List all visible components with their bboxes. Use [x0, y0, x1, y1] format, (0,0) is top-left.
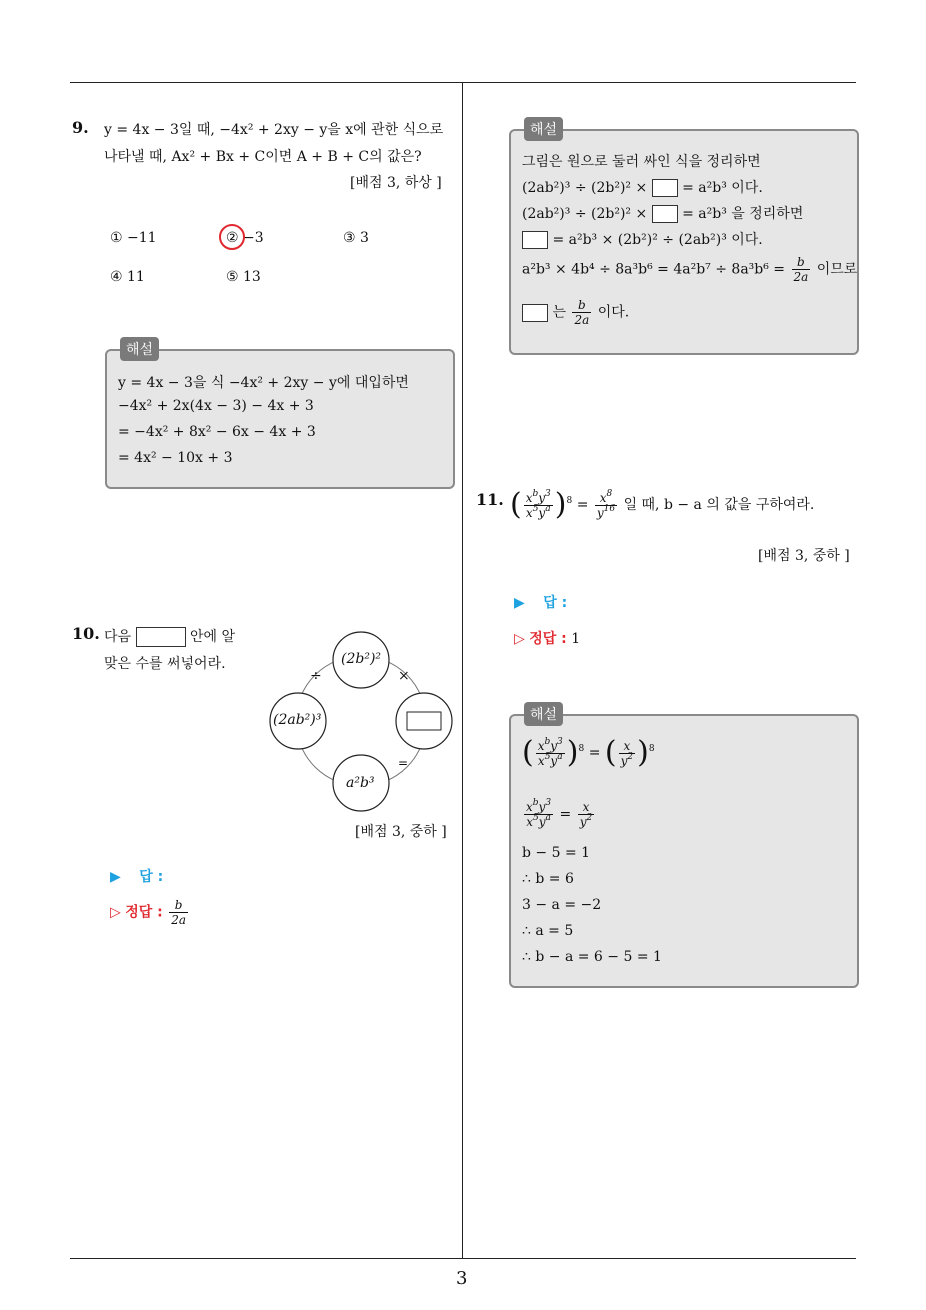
answer-arrow-icon: ▶ [110, 869, 121, 885]
right-paren: ) [637, 735, 649, 770]
q11-answer-row [514, 592, 567, 612]
q11-correct-label: 정답 : [529, 631, 567, 647]
q10-sol-blank [652, 205, 678, 223]
q10-sol-line5 [522, 255, 857, 284]
q10-sol-line5a: a²b³ × 4b⁴ ÷ 8a³b⁶ = 4a²b⁷ ÷ 8a³b⁶ = [522, 261, 786, 278]
q10-sol-line3a: (2ab²)³ ÷ (2b²)² × [522, 206, 648, 222]
q10-correct-label: 정답 : [125, 904, 163, 921]
q10-text-b: 안에 알 [189, 629, 235, 645]
q9-choice-3[interactable]: ③ 3 [343, 230, 369, 246]
q10-text-a: 다음 [104, 629, 132, 645]
q11-sol-line: ∴ b = 6 [522, 871, 574, 887]
q10-sol-line6-fraction [572, 298, 591, 327]
q11-correct-value: 1 [571, 631, 581, 647]
question-9-line1: y = 4x − 3일 때, −4x² + 2xy − y을 x에 관한 식으로 [104, 122, 444, 138]
left-paren: ( [522, 735, 534, 770]
q9-solution-line: y = 4x − 3을 식 −4x² + 2xy − y에 대입하면 [118, 375, 409, 391]
footer-rule [70, 1258, 856, 1259]
q10-sol-line6a: 는 [552, 304, 566, 321]
q10-answer-row [110, 866, 163, 886]
q10-sol-line3 [522, 203, 803, 223]
q9-solution-tab: 해설 [120, 337, 159, 361]
q10-correct-numerator: b [169, 898, 188, 913]
q10-sol-blank [652, 179, 678, 197]
q9-solution-box [105, 349, 455, 489]
q11-sol-fraction: $\frac{x^by^3}{x^5y^a}$ [526, 798, 552, 829]
question-10-number: 10. [72, 624, 100, 643]
column-divider [462, 83, 463, 1258]
q10-sol-line2b: = a²b³ 이다. [682, 180, 763, 196]
diagram-op-equals: = [398, 756, 409, 770]
q11-correct-row [514, 628, 580, 648]
q10-answer-label: 답 : [139, 869, 164, 885]
q9-selected-circle [219, 224, 245, 250]
header-rule [70, 82, 856, 83]
q10-correct-fraction [169, 898, 188, 927]
question-11-score: [배점 3, 중하 ] [758, 548, 850, 564]
question-10-line1 [104, 626, 235, 647]
q10-sol-line6b: 이다. [597, 304, 630, 321]
q9-solution-line: = 4x² − 10x + 3 [118, 450, 233, 466]
correct-arrow-icon: ▷ [110, 904, 121, 921]
q10-sol-blank [522, 231, 548, 249]
left-paren: ( [604, 735, 617, 770]
q10-sol-line4-text: = a²b³ × (2b²)² ÷ (2ab²)³ 이다. [552, 232, 763, 248]
q11-answer-label: 답 : [543, 595, 568, 611]
q10-sol-denominator: 2a [574, 313, 590, 327]
diagram-top-label: (2b²)² [341, 651, 382, 667]
q10-sol-numerator: b [792, 255, 811, 270]
diagram-bottom-label: a²b³ [346, 775, 375, 791]
q11-sol-eq2: $\frac{x^by^3}{x^5y^a}$ = $\frac{x}{y^2}$ [526, 798, 593, 829]
answer-arrow-icon: ▶ [514, 595, 525, 611]
q10-sol-line2a: (2ab²)³ ÷ (2b²)² × [522, 180, 648, 196]
right-paren: ) [554, 487, 567, 522]
q10-sol-blank [522, 304, 548, 322]
diagram-op-divide: ÷ [310, 668, 322, 684]
q11-fraction-xy: $\frac{x^by^3}{x^5y^a}$ [525, 488, 551, 520]
q10-blank-box [136, 627, 186, 647]
q11-fraction-result: $\frac{x^8}{y^{16}}$ [596, 488, 616, 520]
q11-sol-fraction: $\frac{x}{y^2}$ [620, 738, 634, 768]
question-9-score: [배점 3, 하상 ] [350, 175, 442, 191]
question-11-text: 일 때, b − a 의 값을 구하여라. [623, 497, 815, 513]
q9-choice-5[interactable]: ⑤ 13 [226, 269, 261, 285]
q9-choice-4[interactable]: ④ 11 [110, 269, 145, 285]
q10-sol-line6 [522, 298, 629, 327]
q11-sol-line: ∴ a = 5 [522, 923, 574, 939]
q11-sol-line: b − 5 = 1 [522, 845, 591, 861]
q10-sol-line5b: 이므로 [816, 261, 858, 278]
question-10-score: [배점 3, 중하 ] [355, 824, 447, 840]
question-9-number: 9. [72, 118, 89, 137]
page-number: 3 [456, 1268, 468, 1289]
q10-solution-tab: 해설 [524, 117, 563, 141]
question-10-line2: 맞은 수를 써넣어라. [104, 656, 226, 672]
diagram-op-multiply: × [398, 668, 410, 684]
question-11-line1: ( $\frac{x^by^3}{x^5y^a}$ )$^8$ = $\frac{x^8}{y^{16}}$ 일 때, b − a 의 값을 구하여라. [510, 487, 815, 522]
q10-sol-numerator: b [572, 298, 591, 313]
left-paren: ( [510, 487, 522, 522]
q9-choice-1[interactable]: ① −11 [110, 230, 157, 246]
q10-sol-line3b: = a²b³ 을 정리하면 [682, 206, 804, 222]
q11-sol-fraction: $\frac{x^by^3}{x^5y^a}$ [537, 736, 563, 768]
right-paren: ) [566, 735, 579, 770]
q9-choice-2[interactable]: ② −3 [226, 230, 264, 246]
q9-solution-line: −4x² + 2x(4x − 3) − 4x + 3 [118, 398, 314, 414]
q10-sol-line1: 그림은 원으로 둘러 싸인 식을 정리하면 [522, 154, 761, 170]
q10-sol-denominator: 2a [793, 270, 809, 284]
q10-sol-line2 [522, 177, 763, 197]
q10-sol-line4 [522, 229, 763, 249]
q11-sol-line: ∴ b − a = 6 − 5 = 1 [522, 949, 662, 965]
q9-solution-line: = −4x² + 8x² − 6x − 4x + 3 [118, 424, 316, 440]
q11-sol-fraction: $\frac{x}{y^2}$ [579, 800, 593, 829]
q11-sol-line: 3 − a = −2 [522, 897, 602, 913]
correct-arrow-icon: ▷ [514, 631, 525, 647]
q10-correct-denominator: 2a [171, 913, 187, 927]
q11-solution-tab: 해설 [524, 702, 563, 726]
q11-sol-eq1: ( $\frac{x^by^3}{x^5y^a}$ )$^8$ = ( $\frac{x}{y^2}$ )$^8$ [522, 735, 655, 770]
question-11-number: 11. [476, 490, 504, 509]
q10-correct-row [110, 898, 190, 927]
diagram-blank-box [407, 712, 441, 730]
diagram-left-label: (2ab²)³ [273, 712, 322, 728]
q10-sol-line5-fraction [792, 255, 811, 284]
question-9-line2: 나타낼 때, Ax² + Bx + C이면 A + B + C의 값은? [104, 149, 422, 165]
